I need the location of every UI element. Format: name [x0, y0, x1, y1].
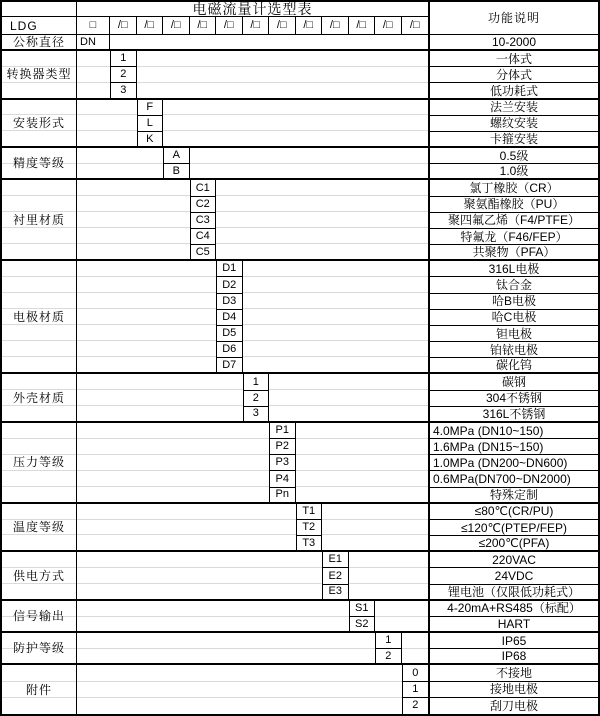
- option-desc-power-supply-E1: [428, 552, 598, 568]
- option-code-power-supply-E1: [322, 552, 349, 568]
- option-desc-signal-output-S1-text: 4-20mA+RS485（标配）: [447, 601, 581, 616]
- category-label-electrode-text: 电极材质: [12, 309, 65, 324]
- option-desc-signal-output-S2: [428, 617, 598, 633]
- option-desc-electrode-D4: [428, 310, 598, 326]
- option-code-lining-C2-text: C2: [195, 197, 210, 210]
- option-desc-pressure-P2: [428, 439, 598, 455]
- option-code-protection-1: [375, 633, 402, 649]
- right-spacer-protection: [402, 633, 429, 665]
- category-label-temperature-text: 温度等级: [12, 520, 65, 535]
- option-code-housing-2-text: 2: [252, 391, 259, 404]
- option-desc-temperature-T2-text: ≤120℃(PTEP/FEP): [460, 520, 568, 535]
- option-desc-temperature-T1: [428, 504, 598, 520]
- code-box-cell: [77, 17, 110, 35]
- row-gridlines: [77, 180, 190, 259]
- category-label-accuracy: [2, 148, 77, 180]
- option-code-electrode-D3-text: D3: [222, 294, 237, 307]
- option-code-converter-type-1-text: 1: [120, 52, 127, 65]
- option-code-power-supply-E3-text: E3: [328, 585, 342, 598]
- left-spacer-signal-output: [77, 601, 349, 633]
- category-label-diameter-text: 公称直径: [12, 35, 65, 50]
- option-desc-electrode-D6-text: 铂铱电极: [489, 342, 538, 357]
- option-desc-pressure-P2-text: 1.6MPa (DN15~150): [433, 439, 544, 454]
- option-code-pressure-P1-text: P1: [275, 424, 289, 437]
- option-desc-pressure-P1: [428, 423, 598, 439]
- row-gridlines: [269, 374, 428, 421]
- option-code-lining-C5: [190, 245, 217, 261]
- code-slot-cell-text: /□: [170, 19, 181, 31]
- function-description-header-text: 功能说明: [487, 11, 540, 25]
- option-desc-accessories-0-text: 不接地: [495, 666, 532, 681]
- option-desc-mounting-L: [428, 116, 598, 132]
- option-desc-signal-output-S1: [428, 601, 598, 617]
- option-desc-lining-C1: [428, 180, 598, 196]
- left-spacer-accessories: [77, 665, 402, 714]
- option-desc-mounting-F-text: 法兰安装: [489, 100, 538, 115]
- option-code-pressure-P4: [269, 471, 296, 487]
- option-desc-temperature-T3-text: ≤200℃(PFA): [478, 536, 550, 551]
- code-slot-cell-text: /□: [303, 19, 314, 31]
- option-desc-converter-type-2-text: 分体式: [495, 67, 532, 82]
- right-spacer-lining: [216, 180, 428, 261]
- option-desc-accuracy-A: [428, 148, 598, 164]
- category-label-housing: [2, 374, 77, 423]
- option-desc-electrode-D4-text: 哈C电极: [491, 310, 537, 325]
- option-desc-electrode-D2: [428, 277, 598, 293]
- row-gridlines: [243, 261, 429, 372]
- row-gridlines: [77, 374, 243, 421]
- option-desc-pressure-P3: [428, 455, 598, 471]
- option-desc-electrode-D2-text: 钛合金: [495, 278, 532, 293]
- right-spacer-accuracy: [190, 148, 429, 180]
- code-slot-cell-text: /□: [197, 19, 208, 31]
- option-code-mounting-F-text: F: [146, 100, 154, 113]
- category-label-signal-output: [2, 601, 77, 633]
- option-desc-protection-2-text: IP68: [501, 649, 527, 664]
- option-code-pressure-Pn-text: Pn: [275, 488, 289, 501]
- option-desc-mounting-K: [428, 132, 598, 148]
- option-code-mounting-F: [137, 100, 164, 116]
- option-desc-housing-3-text: 316L不锈钢: [482, 406, 546, 421]
- code-slot-cell-text: /□: [409, 19, 420, 31]
- option-desc-accessories-0: [428, 665, 598, 681]
- option-code-diameter: [77, 35, 110, 51]
- option-code-converter-type-1: [110, 51, 137, 67]
- code-slot-cell: [349, 17, 376, 35]
- category-label-protection: [2, 633, 77, 665]
- option-desc-pressure-P3-text: 1.0MPa (DN200~DN600): [433, 455, 568, 470]
- code-slot-cell-text: /□: [329, 19, 340, 31]
- option-code-lining-C2: [190, 197, 217, 213]
- option-desc-lining-C2-text: 聚氨酯橡胶（PU）: [463, 197, 565, 212]
- option-code-lining-C1: [190, 180, 217, 196]
- option-code-pressure-P3: [269, 455, 296, 471]
- option-desc-mounting-L-text: 螺纹安装: [489, 116, 538, 131]
- option-code-temperature-T1-text: T1: [302, 504, 316, 517]
- category-label-protection-text: 防护等级: [12, 641, 65, 656]
- option-code-mounting-L: [137, 116, 164, 132]
- row-gridlines: [77, 148, 163, 178]
- row-gridlines: [163, 100, 428, 147]
- option-code-lining-C3-text: C3: [195, 213, 210, 226]
- option-code-pressure-P4-text: P4: [275, 472, 289, 485]
- left-spacer-accuracy: [77, 148, 163, 180]
- option-desc-lining-C4: [428, 229, 598, 245]
- option-desc-protection-2: [428, 649, 598, 665]
- category-label-power-supply-text: 供电方式: [12, 568, 65, 583]
- option-code-electrode-D6: [216, 342, 243, 358]
- row-gridlines: [375, 601, 428, 631]
- row-gridlines: [77, 423, 269, 502]
- option-code-lining-C4-text: C4: [195, 230, 210, 243]
- option-code-converter-type-3: [110, 83, 137, 99]
- option-desc-mounting-K-text: 卡箍安装: [489, 132, 538, 147]
- option-code-power-supply-E1-text: E1: [328, 553, 342, 566]
- option-code-lining-C5-text: C5: [195, 245, 210, 258]
- option-desc-housing-2-text: 304不锈钢: [485, 391, 543, 406]
- option-desc-power-supply-E3-text: 锂电池（仅限低功耗式）: [447, 584, 580, 599]
- left-spacer-electrode: [77, 261, 216, 374]
- option-code-housing-3-text: 3: [252, 407, 259, 420]
- option-desc-lining-C4-text: 特氟龙（F46/FEP）: [460, 229, 568, 244]
- code-slot-cell: [216, 17, 243, 35]
- left-spacer-power-supply: [77, 552, 322, 601]
- category-label-accessories-text: 附件: [25, 682, 52, 697]
- option-desc-lining-C1-text: 氯丁橡胶（CR）: [469, 181, 559, 196]
- row-gridlines: [77, 261, 216, 372]
- option-code-converter-type-2-text: 2: [120, 68, 127, 81]
- option-desc-pressure-P4: [428, 471, 598, 487]
- option-desc-lining-C5: [428, 245, 598, 261]
- option-desc-temperature-T3: [428, 536, 598, 552]
- option-code-pressure-Pn: [269, 488, 296, 504]
- option-desc-lining-C3-text: 聚四氟乙烯（F4/PTFE）: [447, 213, 580, 228]
- code-slot-cell: [110, 17, 137, 35]
- option-code-accuracy-A: [163, 148, 190, 164]
- left-spacer-lining: [77, 180, 190, 261]
- option-desc-accuracy-B-text: 1.0级: [499, 164, 529, 179]
- option-code-signal-output-S2-text: S2: [355, 617, 369, 630]
- row-gridlines: [77, 51, 110, 98]
- option-code-pressure-P2: [269, 439, 296, 455]
- option-desc-converter-type-2: [428, 67, 598, 83]
- option-desc-housing-1: [428, 374, 598, 390]
- option-desc-electrode-D6: [428, 342, 598, 358]
- row-gridlines: [77, 552, 322, 599]
- left-spacer-housing: [77, 374, 243, 423]
- option-desc-electrode-D3: [428, 294, 598, 310]
- row-gridlines: [77, 100, 137, 147]
- option-code-temperature-T2-text: T2: [302, 521, 316, 534]
- row-gridlines: [137, 51, 429, 98]
- option-desc-lining-C2: [428, 197, 598, 213]
- option-desc-pressure-Pn-text: 特殊定制: [489, 487, 538, 502]
- right-spacer-power-supply: [349, 552, 429, 601]
- option-code-signal-output-S2: [349, 617, 376, 633]
- right-spacer-mounting: [163, 100, 428, 149]
- option-desc-electrode-D3-text: 哈B电极: [491, 294, 536, 309]
- table-title-text: 电磁流量计选型表: [192, 2, 313, 17]
- option-desc-electrode-D5: [428, 326, 598, 342]
- option-desc-lining-C5-text: 共聚物（PFA）: [472, 245, 556, 260]
- row-gridlines: [322, 504, 428, 551]
- code-slot-cell-text: /□: [250, 19, 261, 31]
- option-desc-signal-output-S2-text: HART: [497, 617, 531, 632]
- option-code-temperature-T1: [296, 504, 323, 520]
- option-desc-protection-1: [428, 633, 598, 649]
- code-slot-cell: [375, 17, 402, 35]
- option-code-electrode-D1-text: D1: [222, 262, 237, 275]
- option-desc-mounting-F: [428, 100, 598, 116]
- right-spacer-pressure: [296, 423, 429, 504]
- option-code-accessories-1: [402, 682, 429, 698]
- option-desc-accessories-1-text: 接地电极: [489, 682, 538, 697]
- code-slot-cell: [163, 17, 190, 35]
- option-code-protection-2: [375, 649, 402, 665]
- code-slot-cell: [322, 17, 349, 35]
- option-code-protection-2-text: 2: [385, 649, 392, 662]
- option-code-electrode-D6-text: D6: [222, 343, 237, 356]
- option-desc-electrode-D7: [428, 358, 598, 374]
- option-desc-converter-type-1-text: 一体式: [495, 51, 532, 66]
- option-code-housing-1-text: 1: [252, 375, 259, 388]
- code-slot-cell-text: /□: [117, 19, 128, 31]
- left-spacer-converter-type: [77, 51, 110, 100]
- option-desc-accessories-2: [428, 698, 598, 714]
- right-spacer-electrode: [243, 261, 429, 374]
- title-spacer: [2, 2, 77, 17]
- option-code-converter-type-3-text: 3: [120, 84, 127, 97]
- option-code-mounting-L-text: L: [146, 116, 153, 129]
- category-label-signal-output-text: 信号输出: [12, 608, 65, 623]
- category-label-mounting-text: 安装形式: [12, 115, 65, 130]
- option-desc-accessories-1: [428, 682, 598, 698]
- category-label-pressure-text: 压力等级: [12, 455, 65, 470]
- option-code-electrode-D7: [216, 358, 243, 374]
- model-prefix-cell-text: LDG: [10, 18, 38, 33]
- option-code-electrode-D5: [216, 326, 243, 342]
- option-code-accuracy-B-text: B: [172, 164, 180, 177]
- option-code-electrode-D2-text: D2: [222, 278, 237, 291]
- row-gridlines: [77, 504, 296, 551]
- option-code-electrode-D4-text: D4: [222, 310, 237, 323]
- option-code-mounting-K-text: K: [146, 132, 154, 145]
- category-label-accessories: [2, 665, 77, 714]
- option-code-lining-C1-text: C1: [195, 181, 210, 194]
- option-desc-converter-type-1: [428, 51, 598, 67]
- row-gridlines: [77, 665, 402, 714]
- row-gridlines: [402, 633, 429, 663]
- option-desc-accuracy-B: [428, 164, 598, 180]
- option-code-housing-1: [243, 374, 270, 390]
- option-code-signal-output-S1: [349, 601, 376, 617]
- option-code-electrode-D3: [216, 294, 243, 310]
- option-code-pressure-P1: [269, 423, 296, 439]
- option-desc-power-supply-E3: [428, 585, 598, 601]
- option-code-accessories-2: [402, 698, 429, 714]
- model-prefix-cell: [2, 17, 77, 35]
- category-label-lining: [2, 180, 77, 261]
- left-spacer-temperature: [77, 504, 296, 553]
- code-slot-cell: [243, 17, 270, 35]
- code-slot-cell: [402, 17, 429, 35]
- category-label-pressure: [2, 423, 77, 504]
- right-spacer-converter-type: [137, 51, 429, 100]
- option-desc-electrode-D5-text: 钽电极: [495, 326, 532, 341]
- code-slot-cell: [190, 17, 217, 35]
- option-code-electrode-D4: [216, 310, 243, 326]
- option-code-diameter-text: DN: [80, 35, 96, 48]
- right-spacer-signal-output: [375, 601, 428, 633]
- category-label-diameter: [2, 35, 77, 51]
- option-desc-converter-type-3-text: 低功耗式: [489, 83, 538, 98]
- category-label-electrode: [2, 261, 77, 374]
- option-desc-pressure-Pn: [428, 488, 598, 504]
- category-label-converter-type-text: 转换器类型: [6, 67, 72, 82]
- option-desc-pressure-P4-text: 0.6MPa(DN700~DN2000): [433, 472, 571, 487]
- right-spacer-housing: [269, 374, 428, 423]
- left-spacer-pressure: [77, 423, 269, 504]
- function-description-header: [428, 2, 598, 35]
- option-code-mounting-K: [137, 132, 164, 148]
- category-label-temperature: [2, 504, 77, 553]
- option-desc-lining-C3: [428, 213, 598, 229]
- option-desc-temperature-T1-text: ≤80℃(CR/PU): [474, 504, 554, 519]
- option-code-accessories-1-text: 1: [412, 682, 419, 695]
- option-desc-electrode-D1-text: 316L电极: [488, 261, 540, 276]
- option-desc-housing-3: [428, 407, 598, 423]
- option-code-power-supply-E2: [322, 568, 349, 584]
- option-desc-accuracy-A-text: 0.5级: [499, 148, 529, 163]
- table-title: [77, 2, 428, 17]
- option-desc-pressure-P1-text: 4.0MPa (DN10~150): [433, 423, 544, 438]
- category-label-housing-text: 外壳材质: [12, 390, 65, 405]
- option-code-electrode-D2: [216, 277, 243, 293]
- code-slot-cell: [296, 17, 323, 35]
- category-label-mounting: [2, 100, 77, 149]
- option-code-accessories-0: [402, 665, 429, 681]
- option-code-converter-type-2: [110, 67, 137, 83]
- category-label-lining-text: 衬里材质: [12, 212, 65, 227]
- row-gridlines: [77, 633, 375, 663]
- option-desc-protection-1-text: IP65: [501, 633, 527, 648]
- option-desc-converter-type-3: [428, 83, 598, 99]
- row-gridlines: [296, 423, 429, 502]
- option-code-temperature-T2: [296, 520, 323, 536]
- option-desc-housing-1-text: 碳钢: [501, 375, 526, 390]
- code-box-cell-text: □: [89, 19, 97, 31]
- option-code-protection-1-text: 1: [385, 634, 392, 647]
- option-code-pressure-P2-text: P2: [275, 440, 289, 453]
- option-code-accessories-2-text: 2: [412, 699, 419, 712]
- option-code-accessories-0-text: 0: [412, 666, 419, 679]
- option-desc-temperature-T2: [428, 520, 598, 536]
- option-desc-power-supply-E2: [428, 568, 598, 584]
- option-code-housing-2: [243, 391, 270, 407]
- code-slot-cell-text: /□: [276, 19, 287, 31]
- category-label-power-supply: [2, 552, 77, 601]
- code-slot-cell-text: /□: [223, 19, 234, 31]
- option-desc-accessories-2-text: 刮刀电极: [489, 698, 538, 713]
- code-slot-cell-text: /□: [356, 19, 367, 31]
- left-spacer-protection: [77, 633, 375, 665]
- left-spacer-mounting: [77, 100, 137, 149]
- option-desc-power-supply-E2-text: 24VDC: [494, 569, 534, 584]
- option-code-accuracy-A-text: A: [172, 149, 180, 162]
- option-code-power-supply-E3: [322, 585, 349, 601]
- option-desc-power-supply-E1-text: 220VAC: [492, 552, 536, 567]
- row-gridlines: [190, 148, 429, 178]
- option-desc-diameter-text: 10-2000: [491, 35, 537, 50]
- row-gridlines: [77, 601, 349, 631]
- option-code-electrode-D5-text: D5: [222, 327, 237, 340]
- option-code-housing-3: [243, 407, 270, 423]
- option-code-pressure-P3-text: P3: [275, 456, 289, 469]
- option-code-temperature-T3: [296, 536, 323, 552]
- code-slot-cell: [137, 17, 164, 35]
- option-desc-housing-2: [428, 391, 598, 407]
- mid-spacer-diameter: [110, 35, 428, 51]
- option-desc-electrode-D1: [428, 261, 598, 277]
- code-slot-cell: [269, 17, 296, 35]
- option-code-power-supply-E2-text: E2: [328, 569, 342, 582]
- option-code-lining-C3: [190, 213, 217, 229]
- option-code-lining-C4: [190, 229, 217, 245]
- row-gridlines: [349, 552, 429, 599]
- option-desc-diameter: [428, 35, 598, 51]
- category-label-converter-type: [2, 51, 77, 100]
- category-label-accuracy-text: 精度等级: [12, 156, 65, 171]
- option-code-temperature-T3-text: T3: [302, 536, 316, 549]
- option-code-signal-output-S1-text: S1: [355, 601, 369, 614]
- code-slot-cell-text: /□: [144, 19, 155, 31]
- code-slot-cell-text: /□: [382, 19, 393, 31]
- option-code-accuracy-B: [163, 164, 190, 180]
- option-desc-electrode-D7-text: 碳化钨: [495, 358, 532, 373]
- right-spacer-temperature: [322, 504, 428, 553]
- option-code-electrode-D1: [216, 261, 243, 277]
- row-gridlines: [216, 180, 428, 259]
- option-code-electrode-D7-text: D7: [222, 358, 237, 371]
